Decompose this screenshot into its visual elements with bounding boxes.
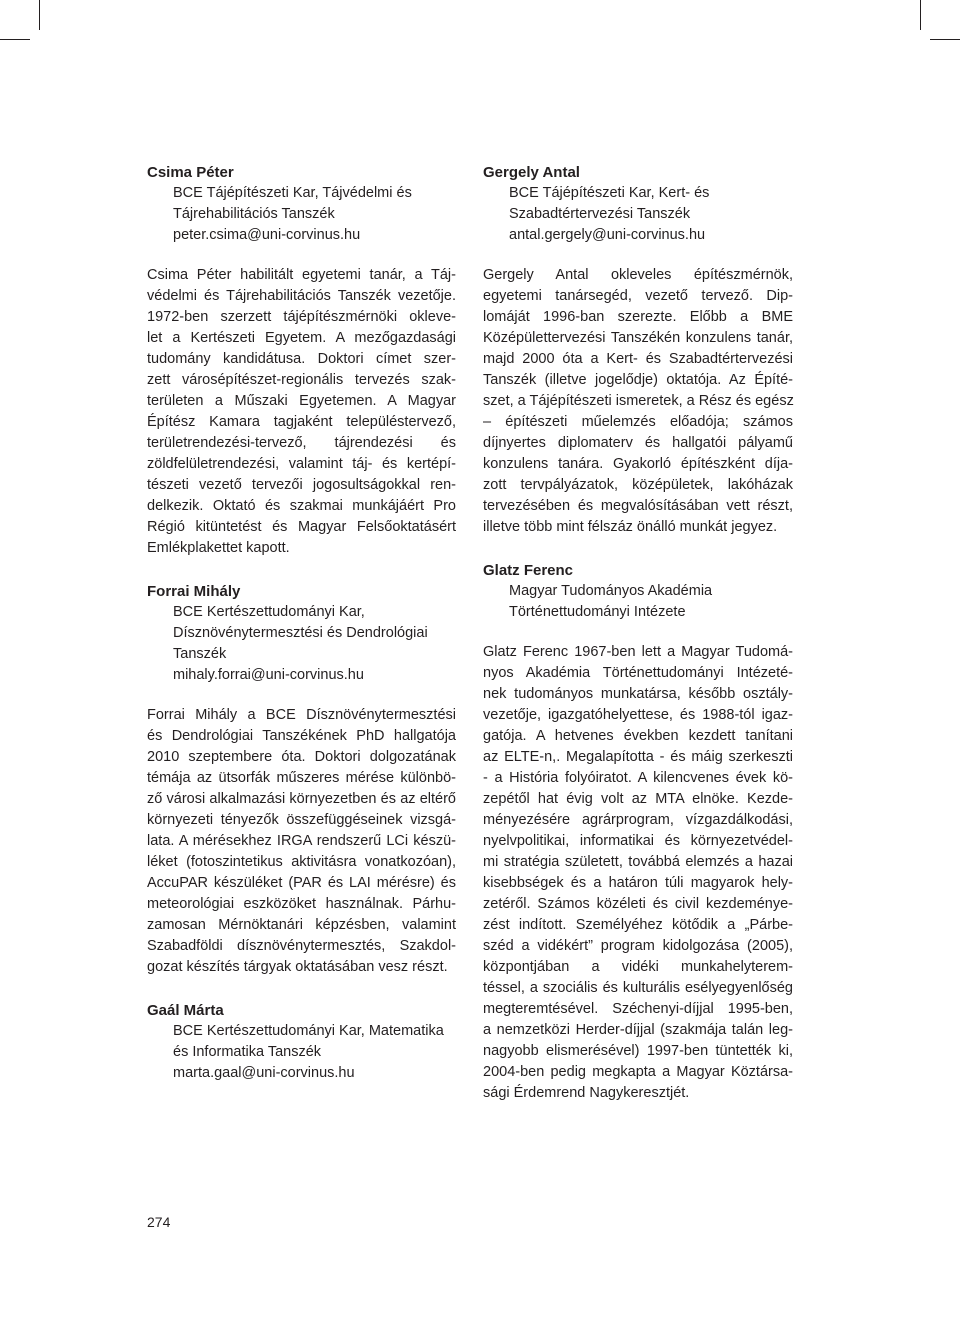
bio-line: Régió kitüntetést és Magyar Felsőoktatásért — [147, 519, 456, 535]
bio-line: konzulens tanára. Gyakorló építészként díja- — [483, 456, 793, 472]
author-name: Forrai Mihály — [147, 583, 241, 600]
bio-line: téssel, a szociális és kulturális esélyegyenlőség — [483, 980, 793, 996]
bio-line: témája az ütsorfák műszeres mérése különbö- — [147, 770, 456, 786]
bio-line: let a Kertészeti Egyetem. A mezőgazdasági — [147, 330, 456, 346]
page-number: 274 — [147, 1214, 171, 1230]
bio-line: zett városépítészet-regionális tervezés szak- — [147, 372, 456, 388]
bio-line: széd a vidékért” program kidolgozása (2005), — [483, 938, 793, 954]
bio-line: az ELTE-n,. Megalapította - és máig szerkeszti — [483, 749, 793, 765]
author-entry-forrai — [147, 581, 456, 978]
author-affiliation — [147, 183, 456, 246]
bio-line: léket (fotoszintetikus aktivitásra vonatkozóan), — [147, 854, 456, 870]
bio-line: díjnyertes diplomaterv és hallgatói pályamű — [483, 435, 793, 451]
left-column — [147, 162, 456, 1084]
author-email: peter.csima@uni-corvinus.hu — [173, 227, 361, 243]
author-entry-gaal — [147, 1000, 456, 1084]
bio-line: 2004-ben pedig megkapta a Magyar Köztársa- — [483, 1064, 793, 1080]
bio-line: meteorológiai eszközöket használnak. Párhu- — [147, 896, 456, 912]
affiliation-line: Tanszék — [173, 646, 227, 662]
author-email: mihaly.forrai@uni-corvinus.hu — [173, 667, 364, 683]
bio-line: területrendezési-tervező, tájrendezési és — [147, 435, 456, 451]
author-name: Csima Péter — [147, 164, 234, 181]
author-name: Glatz Ferenc — [483, 562, 574, 579]
bio-line: sági Érdemrend Nagykeresztjét. — [483, 1085, 690, 1101]
bio-line: Forrai Mihály a BCE Dísznövénytermesztési — [147, 707, 456, 723]
author-affiliation — [147, 1021, 456, 1084]
affiliation-line: BCE Tájépítészeti Kar, Kert- és — [509, 185, 710, 201]
bio-line: megteremtésével. Széchenyi-díjjal 1995-ben, — [483, 1001, 793, 1017]
bio-line: 1972-ben szerzett tájépítészmérnöki okleve- — [147, 309, 456, 325]
bio-line: AccuPAR készüléket (PAR és LAI mérésre) és — [147, 875, 456, 891]
bio-line: Tanszék (illetve jogelődje) oktatója. Az Építé- — [483, 372, 793, 388]
bio-line: Építész Kamara tagjaként településtervező, — [147, 414, 456, 430]
bio-line: gozat készítés tárgyak oktatásában vesz részt. — [147, 959, 448, 975]
bio-line: egyetemi tanársegéd, vezető tervező. Dip- — [483, 288, 793, 304]
bio-line: Középülettervezési Tanszékén konzulens tanár, — [483, 330, 793, 346]
bio-line: tervezésében és megvalósításában vett részt, — [483, 498, 793, 514]
author-name: Gaál Márta — [147, 1002, 224, 1019]
bio-line: delkezik. Oktató és szakmai munkájáért Pro — [147, 498, 456, 514]
bio-line: ző városi alkalmazási környezetben és az eltérő — [147, 791, 456, 807]
bio-line: és Dendrológiai Tanszékének PhD hallgatója — [147, 728, 456, 744]
author-bio — [147, 705, 456, 978]
bio-line: zöldfelületrendezési, valamint táj- és kertépí- — [147, 456, 456, 472]
bio-line: Csima Péter habilitált egyetemi tanár, a Táj- — [147, 267, 456, 283]
author-bio — [483, 265, 793, 538]
bio-line: védelmi és Tájrehabilitációs Tanszék vezetője. — [147, 288, 456, 304]
author-entry-gergely — [483, 162, 793, 538]
bio-line: majd 2000 óta a Kert- és Szabadtértervezési — [483, 351, 793, 367]
author-name: Gergely Antal — [483, 164, 580, 181]
bio-line: nyos Akadémia Történettudományi Intézeté- — [483, 665, 793, 681]
crop-mark-top-right-horizontal — [930, 39, 960, 40]
bio-line: ményezésére agrárprogram, vízgazdálkodási, — [483, 812, 793, 828]
bio-line: lata. A mérésekhez IRGA rendszerű LCi készü- — [147, 833, 456, 849]
bio-line: tészeti vezető tervezői jogosultságokkal ren- — [147, 477, 456, 493]
bio-line: területen a Műszaki Egyetemen. A Magyar — [147, 393, 456, 409]
bio-line: szet, a Tájépítészeti ismeretek, a Rész és egész — [483, 393, 794, 409]
bio-line: zepétől hat évig volt az MTA elnöke. Kezde- — [483, 791, 793, 807]
bio-line: - a História folyóiratot. A kilencvenes évek kö- — [483, 770, 793, 786]
bio-line: lomáját 1996-ban szerezte. Előbb a BME — [483, 309, 793, 325]
bio-line: Szabadföldi dísznövénytermesztés, Szakdol- — [147, 938, 456, 954]
affiliation-line: és Informatika Tanszék — [173, 1044, 322, 1060]
affiliation-line: Tájrehabilitációs Tanszék — [173, 206, 335, 222]
bio-line: vezetője, igazgatóhelyettese, és 1988-tól igaz- — [483, 707, 793, 723]
bio-line: központjában a vidéki munkahelyterem- — [483, 959, 793, 975]
bio-line: nyelvpolitikai, informatikai és környezetvédel- — [483, 833, 793, 849]
bio-line: nek tudományos munkatársa, később osztály- — [483, 686, 793, 702]
bio-line: mi stratégia született, továbbá elemzés a hazai — [483, 854, 793, 870]
author-bio — [147, 265, 456, 559]
bio-line: nagyobb elismerésével) 1997-ben tüntették ki, — [483, 1043, 793, 1059]
bio-line: zést indított. Személyéhez kötődik a „Párbe- — [483, 917, 793, 933]
affiliation-line: BCE Tájépítészeti Kar, Tájvédelmi és — [173, 185, 412, 201]
author-entry-glatz — [483, 560, 793, 1104]
bio-line: zott tervpályázatok, középületek, lakóházak — [483, 477, 793, 493]
author-entry-csima — [147, 162, 456, 559]
affiliation-line: BCE Kertészettudományi Kar, — [173, 604, 365, 620]
affiliation-line: Történettudományi Intézete — [509, 604, 686, 620]
bio-line: Emlékplakettet kapott. — [147, 540, 290, 556]
affiliation-line: Magyar Tudományos Akadémia — [509, 583, 713, 599]
affiliation-line: BCE Kertészettudományi Kar, Matematika — [173, 1023, 444, 1039]
author-bio — [483, 642, 793, 1104]
right-column — [483, 162, 793, 1104]
crop-mark-top-left-horizontal — [0, 39, 30, 40]
affiliation-line: Szabadtértervezési Tanszék — [509, 206, 691, 222]
crop-mark-top-left-vertical — [39, 0, 40, 30]
bio-line: Gergely Antal okleveles építészmérnök, — [483, 267, 793, 283]
bio-line: zetéről. Számos közéleti és civil kezdeménye- — [483, 896, 793, 912]
author-affiliation — [147, 602, 456, 686]
author-affiliation — [483, 581, 793, 623]
author-affiliation — [483, 183, 793, 246]
bio-line: Glatz Ferenc 1967-ben lett a Magyar Tudomá- — [483, 644, 793, 660]
bio-line: kisebbségek és a határon túli magyarok hely- — [483, 875, 793, 891]
author-email: marta.gaal@uni-corvinus.hu — [173, 1065, 355, 1081]
bio-line: – építészeti műelemzés előadója; számos — [483, 414, 793, 430]
bio-line: tudomány kandidátusa. Doktori címet szer- — [147, 351, 456, 367]
author-email: antal.gergely@uni-corvinus.hu — [509, 227, 706, 243]
bio-line: illetve több mint félszáz önálló munkát jegyez. — [483, 519, 778, 535]
bio-line: gatója. A hetvenes években kezdett tanítani — [483, 728, 793, 744]
bio-line: a nemzetközi Herder-díjjal (szakmája talán leg- — [483, 1022, 793, 1038]
bio-line: zamosan Mérnöktanári képzésben, valamint — [147, 917, 456, 933]
bio-line: 2010 szeptembere óta. Doktori dolgozatának — [147, 749, 456, 765]
crop-mark-top-right-vertical — [920, 0, 921, 30]
affiliation-line: Dísznövénytermesztési és Dendrológiai — [173, 625, 428, 641]
bio-line: környezeti tényezők összefüggéseinek vizsgá- — [147, 812, 456, 828]
